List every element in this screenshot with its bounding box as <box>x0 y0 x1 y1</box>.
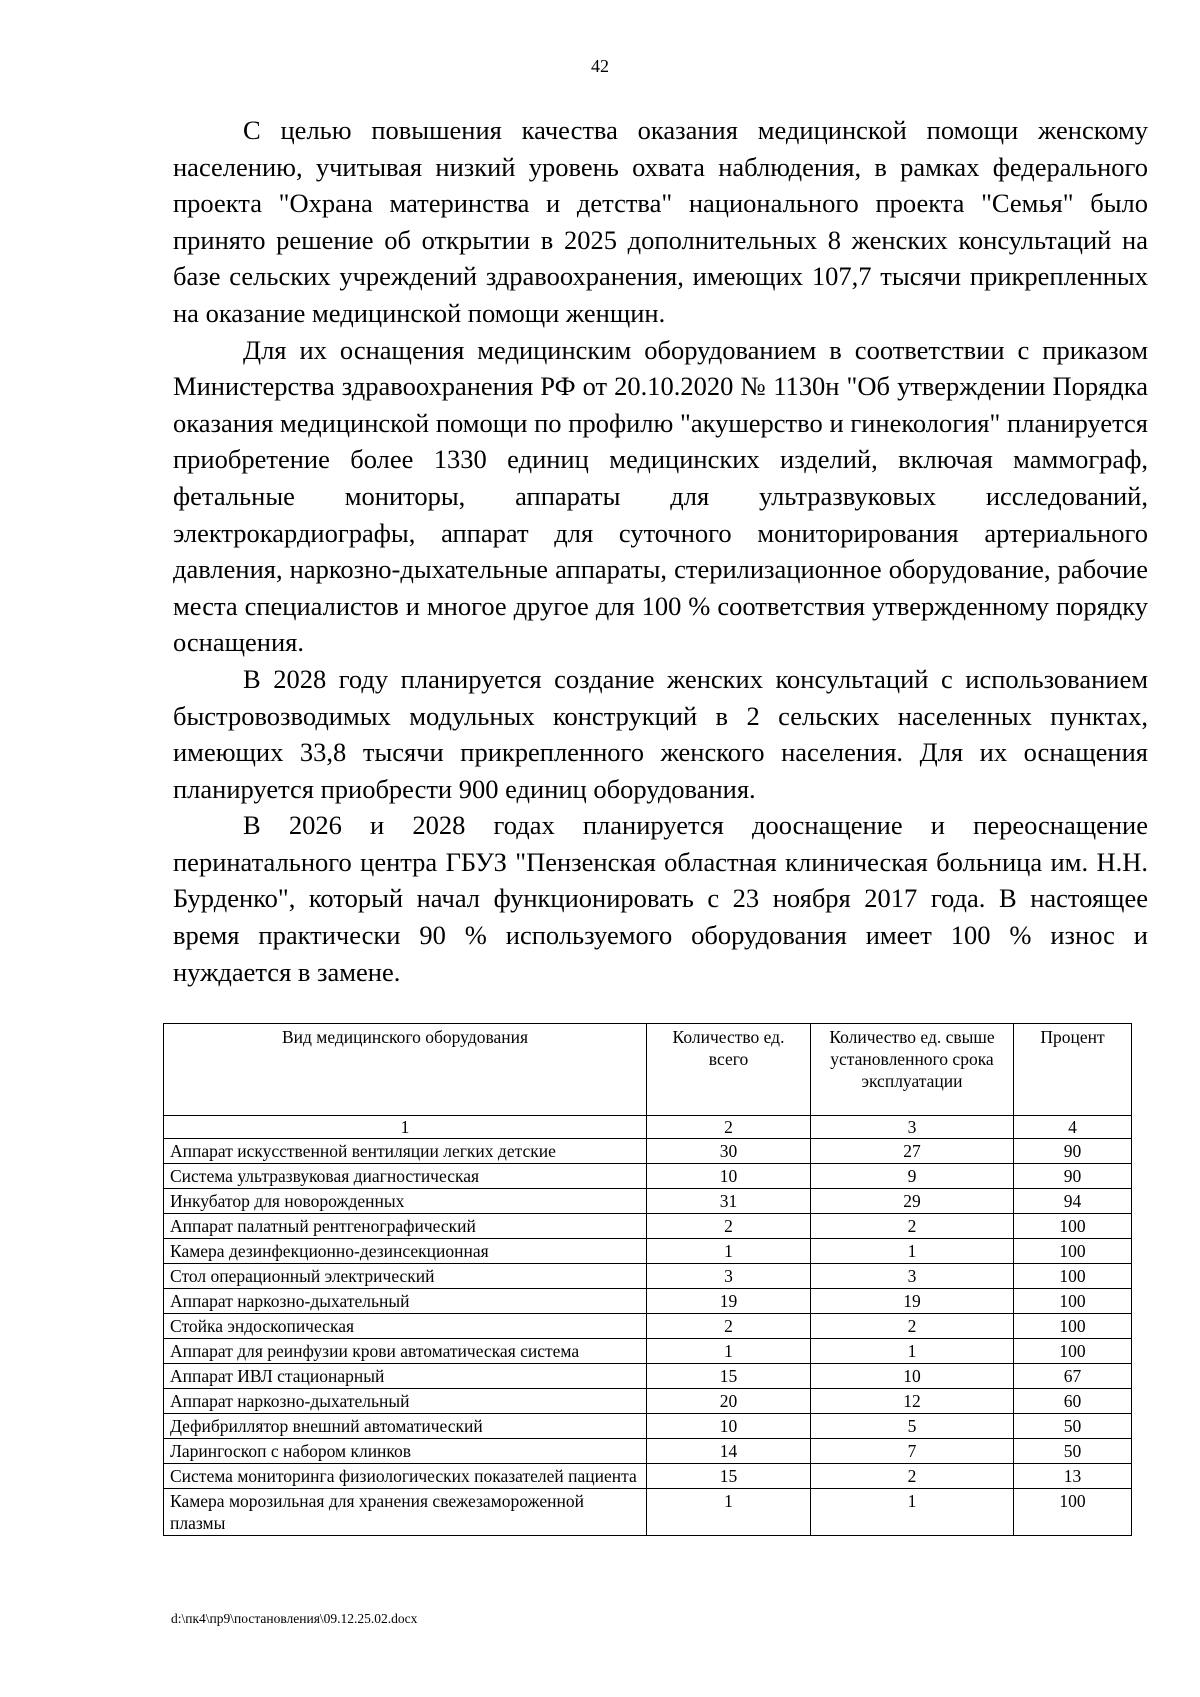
percent-cell: 100 <box>1014 1239 1132 1264</box>
table-row <box>164 1414 1132 1439</box>
equipment-name-cell: Аппарат искусственной вентиляции легких детские <box>164 1139 647 1164</box>
equipment-table-wrapper <box>163 1023 1131 1536</box>
total-units-cell: 31 <box>647 1189 811 1214</box>
percent-cell: 100 <box>1014 1214 1132 1239</box>
expired-units-cell: 29 <box>811 1189 1014 1214</box>
expired-units-cell: 10 <box>811 1364 1014 1389</box>
percent-cell: 100 <box>1014 1264 1132 1289</box>
total-units-cell: 3 <box>647 1264 811 1289</box>
equipment-name-cell: Аппарат наркозно-дыхательный <box>164 1289 647 1314</box>
total-units-cell: 1 <box>647 1339 811 1364</box>
equipment-name-cell: Аппарат для реинфузии крови автоматическая система <box>164 1339 647 1364</box>
table-row <box>164 1239 1132 1264</box>
table-row <box>164 1264 1132 1289</box>
equipment-name-cell: Ларингоскоп с набором клинков <box>164 1439 647 1464</box>
total-units-cell: 19 <box>647 1289 811 1314</box>
expired-units-cell: 9 <box>811 1164 1014 1189</box>
column-number: 2 <box>647 1116 811 1139</box>
table-row <box>164 1164 1132 1189</box>
percent-cell: 100 <box>1014 1314 1132 1339</box>
expired-units-cell: 3 <box>811 1264 1014 1289</box>
percent-cell: 90 <box>1014 1139 1132 1164</box>
total-units-cell: 20 <box>647 1389 811 1414</box>
expired-units-cell: 2 <box>811 1214 1014 1239</box>
total-units-cell: 1 <box>647 1239 811 1264</box>
paragraph: В 2028 году планируется создание женских консультаций с использованием быстровозводимых модульных конструкций в 2 сельских населенных пунктах, имеющих 33,8 тысячи прикрепленного женского населения. Для их оснащения планируется приобрести 900 единиц оборудования. <box>173 663 1148 804</box>
total-units-cell: 14 <box>647 1439 811 1464</box>
total-units-cell: 2 <box>647 1214 811 1239</box>
equipment-name-cell: Камера морозильная для хранения свежезамороженной плазмы <box>164 1489 647 1536</box>
table-row <box>164 1489 1132 1536</box>
expired-units-cell: 1 <box>811 1239 1014 1264</box>
expired-units-cell: 2 <box>811 1464 1014 1489</box>
equipment-name-cell: Камера дезинфекционно-дезинсекционная <box>164 1239 647 1264</box>
header-equipment-type: Вид медицинского оборудования <box>164 1024 647 1116</box>
header-percent: Процент <box>1014 1024 1132 1116</box>
column-number: 3 <box>811 1116 1014 1139</box>
equipment-name-cell: Стол операционный электрический <box>164 1264 647 1289</box>
expired-units-cell: 7 <box>811 1439 1014 1464</box>
equipment-name-cell: Аппарат палатный рентгенографический <box>164 1214 647 1239</box>
table-row <box>164 1139 1132 1164</box>
percent-cell: 50 <box>1014 1414 1132 1439</box>
percent-cell: 94 <box>1014 1189 1132 1214</box>
expired-units-cell: 27 <box>811 1139 1014 1164</box>
equipment-name-cell: Дефибриллятор внешний автоматический <box>164 1414 647 1439</box>
expired-units-cell: 5 <box>811 1414 1014 1439</box>
table-row <box>164 1389 1132 1414</box>
equipment-name-cell: Система ультразвуковая диагностическая <box>164 1164 647 1189</box>
total-units-cell: 2 <box>647 1314 811 1339</box>
body-text <box>173 112 1148 990</box>
total-units-cell: 30 <box>647 1139 811 1164</box>
column-number: 1 <box>164 1116 647 1139</box>
total-units-cell: 15 <box>647 1464 811 1489</box>
table-row <box>164 1339 1132 1364</box>
total-units-cell: 10 <box>647 1414 811 1439</box>
equipment-name-cell: Система мониторинга физиологических показателей пациента <box>164 1464 647 1489</box>
table-row <box>164 1439 1132 1464</box>
header-expired-units: Количество ед. свыше установленного срока эксплуатации <box>811 1024 1014 1116</box>
table-row <box>164 1189 1132 1214</box>
paragraph: Для их оснащения медицинским оборудованием в соответствии с приказом Министерства здравоохранения РФ от 20.10.2020 № 1130н "Об утверждении Порядка оказания медицинской помощи по профилю "акушерство и гинекология" планируется приобретение более 1330 единиц медицинских изделий, включая маммограф, фетальные мониторы, аппараты для ультразвуковых исследований, электрокардиографы, аппарат для суточного мониторирования артериального давления, наркозно-дыхательные аппараты, стерилизационное оборудование, рабочие места специалистов и многое другое для 100 % соответствия утвержденному порядку оснащения. <box>173 334 1148 658</box>
percent-cell: 50 <box>1014 1439 1132 1464</box>
table-row <box>164 1289 1132 1314</box>
percent-cell: 67 <box>1014 1364 1132 1389</box>
equipment-name-cell: Стойка эндоскопическая <box>164 1314 647 1339</box>
expired-units-cell: 1 <box>811 1339 1014 1364</box>
equipment-name-cell: Аппарат наркозно-дыхательный <box>164 1389 647 1414</box>
percent-cell: 100 <box>1014 1289 1132 1314</box>
page-number: 42 <box>591 56 609 76</box>
total-units-cell: 10 <box>647 1164 811 1189</box>
expired-units-cell: 2 <box>811 1314 1014 1339</box>
expired-units-cell: 12 <box>811 1389 1014 1414</box>
percent-cell: 60 <box>1014 1389 1132 1414</box>
equipment-name-cell: Аппарат ИВЛ стационарный <box>164 1364 647 1389</box>
footer-file-path: d:\пк4\пр9\постановления\09.12.25.02.docx <box>171 1611 418 1626</box>
table-row <box>164 1464 1132 1489</box>
total-units-cell: 1 <box>647 1489 811 1536</box>
table-header-row <box>164 1024 1132 1116</box>
equipment-name-cell: Инкубатор для новорожденных <box>164 1189 647 1214</box>
paragraph: С целью повышения качества оказания медицинской помощи женскому населению, учитывая низкий уровень охвата наблюдения, в рамках федерального проекта "Охрана материнства и детства" национального проекта "Семья" было принято решение об открытии в 2025 дополнительных 8 женских консультаций на базе сельских учреждений здравоохранения, имеющих 107,7 тысячи прикрепленных на оказание медицинской помощи женщин. <box>173 115 1148 328</box>
expired-units-cell: 1 <box>811 1489 1014 1536</box>
table-row <box>164 1364 1132 1389</box>
table-row <box>164 1214 1132 1239</box>
percent-cell: 13 <box>1014 1464 1132 1489</box>
total-units-cell: 15 <box>647 1364 811 1389</box>
equipment-table <box>163 1023 1132 1536</box>
expired-units-cell: 19 <box>811 1289 1014 1314</box>
table-row <box>164 1314 1132 1339</box>
column-number: 4 <box>1014 1116 1132 1139</box>
percent-cell: 90 <box>1014 1164 1132 1189</box>
percent-cell: 100 <box>1014 1489 1132 1536</box>
percent-cell: 100 <box>1014 1339 1132 1364</box>
paragraph: В 2026 и 2028 годах планируется дооснащение и переоснащение перинатального центра ГБУЗ "Пензенская областная клиническая больница им. Н.Н. Бурденко", который начал функционировать с 23 ноября 2017 года. В настоящее время практически 90 % используемого оборудования имеет 100 % износ и нуждается в замене. <box>173 810 1148 987</box>
column-number-row <box>164 1116 1132 1139</box>
header-total-units: Количество ед. всего <box>647 1024 811 1116</box>
